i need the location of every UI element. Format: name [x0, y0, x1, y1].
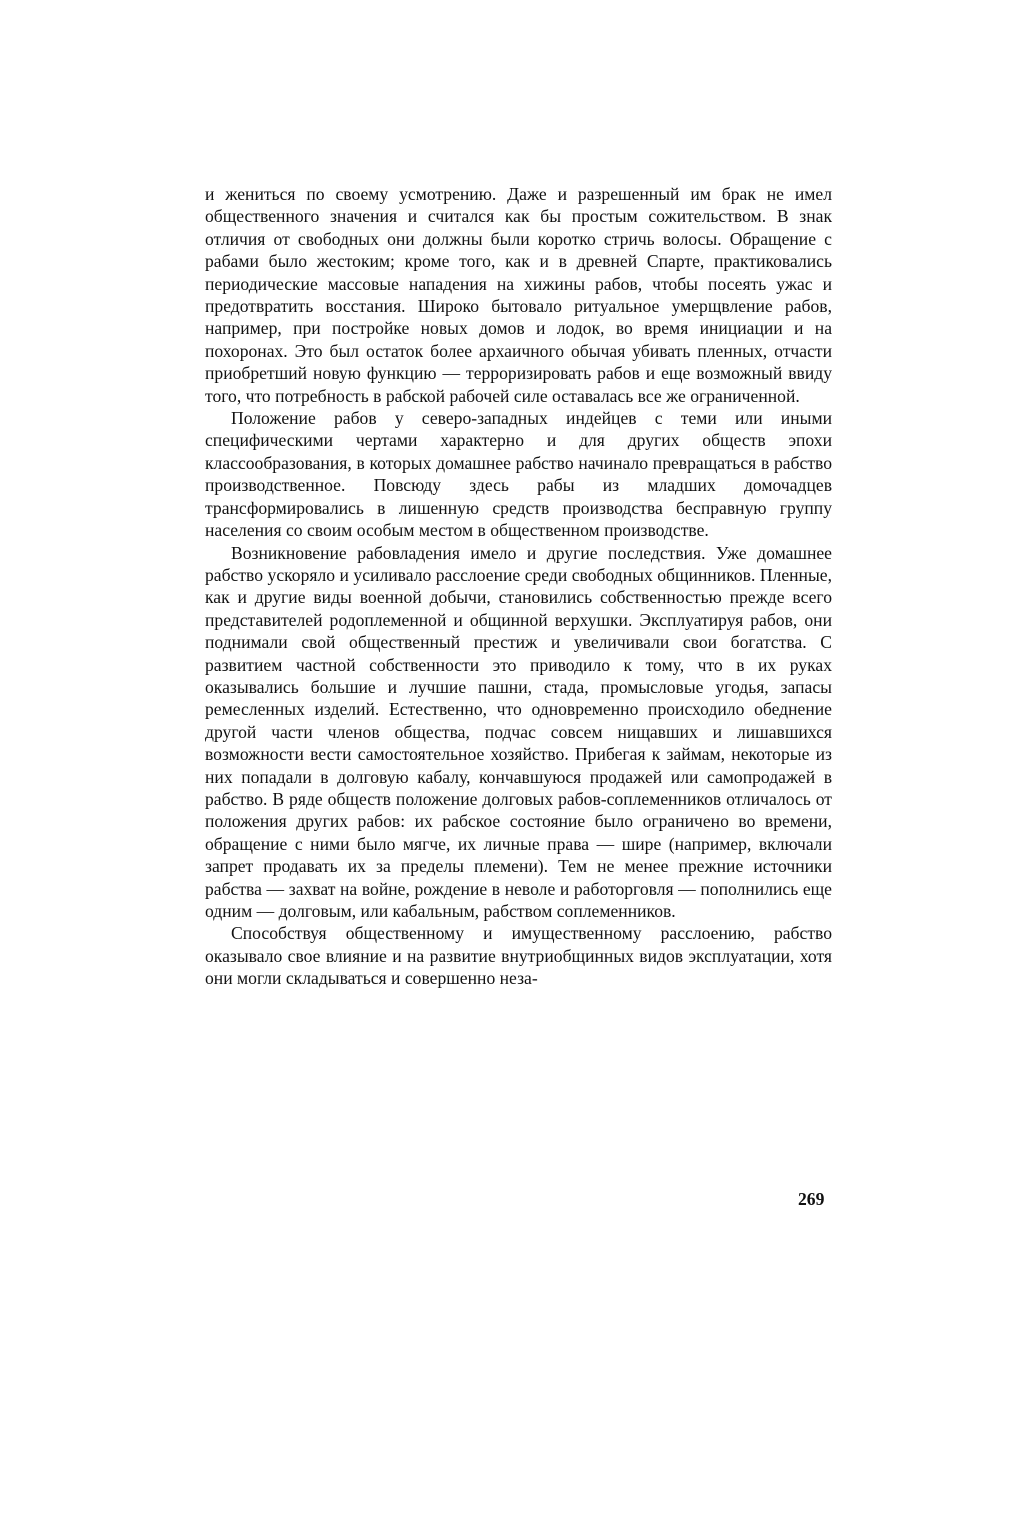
page-number: 269	[798, 1189, 825, 1209]
page-body	[205, 183, 832, 990]
paragraph-3: Возникновение рабовладения имело и другие последствия. Уже домашнее рабство ускоряло и усиливало расслоение среди свободных общинников. Пленные, как и другие виды военной добычи, становились собственностью прежде всего представителей родоплеменной и общинной верхушки. Эксплуатируя рабов, они поднимали свой общественный престиж и увеличивали свои богатства. С развитием частной собственности это приводило к тому, что в их руках оказывались большие и лучшие пашни, стада, промысловые угодья, запасы ремесленных изделий. Естественно, что одновременно происходило обеднение другой части членов общества, подчас совсем нищавших и лишавшихся возможности вести самостоятельное хозяйство. Прибегая к займам, некоторые из них попадали в долговую кабалу, кончавшуюся продажей или самопродажей в рабство. В ряде обществ положение долговых рабов-соплеменников отличалось от положения других рабов: их рабское состояние было ограничено во времени, обращение с ними было мягче, их личные права — шире (например, включали запрет продавать их за пределы племени). Тем не менее прежние источники рабства — захват на войне, рождение в неволе и работорговля — пополнились еще одним — долговым, или кабальным, рабством соплеменников.	[205, 542, 832, 921]
paragraph-2: Положение рабов у северо-западных индейцев с теми или иными специфическими чертами характерно и для других обществ эпохи классообразования, в которых домашнее рабство начинало превращаться в рабство производственное. Повсюду здесь рабы из младших домочадцев трансформировались в лишенную средств производства бесправную группу населения со своим особым местом в общественном производстве.	[205, 408, 832, 541]
paragraph-4: Способствуя общественному и имущественному расслоению, рабство оказывало свое влияние и на развитие внутриобщинных видов эксплуатации, хотя они могли складываться и совершенно неза-	[205, 923, 832, 989]
paragraph-1: и жениться по своему усмотрению. Даже и разрешенный им брак не имел общественного значения и считался как бы простым сожительством. В знак отличия от свободных они должны были коротко стричь волосы. Обращение с рабами было жестоким; кроме того, как и в древней Спарте, практиковались периодические массовые нападения на хижины рабов, чтобы посеять ужас и предотвратить восстания. Широко бытовало ритуальное умерщвление рабов, например, при постройке новых домов и лодок, во время инициации и на похоронах. Это был остаток более архаичного обычая убивать пленных, отчасти приобретший новую функцию — терроризировать рабов и еще возможный ввиду того, что потребность в рабской рабочей силе оставалась все же ограниченной.	[205, 184, 832, 406]
